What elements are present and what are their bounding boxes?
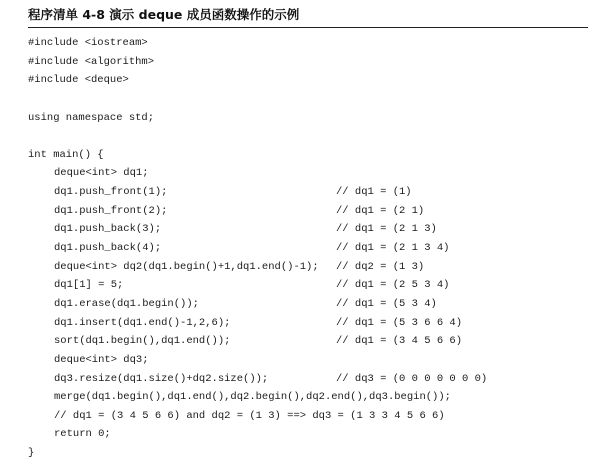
listing-title: 程序清单 4-8 演示 deque 成员函数操作的示例 <box>28 7 300 22</box>
code-line <box>28 146 598 165</box>
code-comment: // dq1 = (2 1) <box>336 204 425 217</box>
code-text: dq1.push_front(2); <box>54 204 168 217</box>
code-text: deque<int> dq3; <box>54 353 149 366</box>
code-comment: // dq3 = (0 0 0 0 0 0 0) <box>336 372 488 385</box>
code-line <box>28 71 598 90</box>
code-line <box>28 388 598 407</box>
code-comment: // dq1 = (1) <box>336 186 412 199</box>
code-comment: // dq1 = (2 1 3) <box>336 223 437 236</box>
code-line <box>28 127 598 146</box>
code-text: deque<int> dq1; <box>54 167 149 180</box>
code-line <box>28 314 598 333</box>
code-line <box>28 276 598 295</box>
code-text: return 0; <box>54 428 111 441</box>
code-text: dq1.push_front(1); <box>54 186 168 199</box>
code-text: } <box>28 447 35 460</box>
code-comment: // dq2 = (1 3) <box>336 260 425 273</box>
code-comment: // dq1 = (5 3 6 6 4) <box>336 316 463 329</box>
code-text: dq1.insert(dq1.end()-1,2,6); <box>54 316 231 329</box>
code-text: merge(dq1.begin(),dq1.end(),dq2.begin(),dq2.end(),dq3.begin()); <box>54 391 451 404</box>
code-text: #include <algorithm> <box>28 55 155 68</box>
code-text: deque<int> dq2(dq1.begin()+1,dq1.end()-1); <box>54 260 319 273</box>
code-line <box>28 407 598 426</box>
code-line <box>28 258 598 277</box>
code-text: dq1[1] = 5; <box>54 279 124 292</box>
code-line <box>28 34 598 53</box>
code-comment: // dq1 = (2 1 3 4) <box>336 242 450 255</box>
code-comment: // dq1 = (2 5 3 4) <box>336 279 450 292</box>
code-text: dq1.push_back(3); <box>54 223 162 236</box>
code-line <box>28 332 598 351</box>
code-listing <box>28 34 598 463</box>
code-text: dq3.resize(dq1.size()+dq2.size()); <box>54 372 269 385</box>
code-line <box>28 239 598 258</box>
code-text: int main() { <box>28 148 104 161</box>
code-line <box>28 220 598 239</box>
code-line <box>28 202 598 221</box>
code-line <box>28 370 598 389</box>
code-text: dq1.push_back(4); <box>54 242 162 255</box>
code-line <box>28 425 598 444</box>
code-line <box>28 164 598 183</box>
code-comment: // dq1 = (5 3 4) <box>336 297 437 310</box>
code-line <box>28 90 598 109</box>
code-text: #include <deque> <box>28 74 129 87</box>
title-rule <box>28 27 588 28</box>
code-text: // dq1 = (3 4 5 6 6) and dq2 = (1 3) ==> dq3 = (1 3 3 4 5 6 6) <box>54 409 445 422</box>
code-line <box>28 295 598 314</box>
code-text: using namespace std; <box>28 111 155 124</box>
code-line <box>28 351 598 370</box>
code-text: sort(dq1.begin(),dq1.end()); <box>54 335 231 348</box>
code-text: dq1.erase(dq1.begin()); <box>54 297 199 310</box>
code-line <box>28 109 598 128</box>
code-line <box>28 444 598 463</box>
code-line <box>28 53 598 72</box>
code-comment: // dq1 = (3 4 5 6 6) <box>336 335 463 348</box>
code-line <box>28 183 598 202</box>
listing-header <box>28 6 588 28</box>
code-text: #include <iostream> <box>28 37 148 49</box>
